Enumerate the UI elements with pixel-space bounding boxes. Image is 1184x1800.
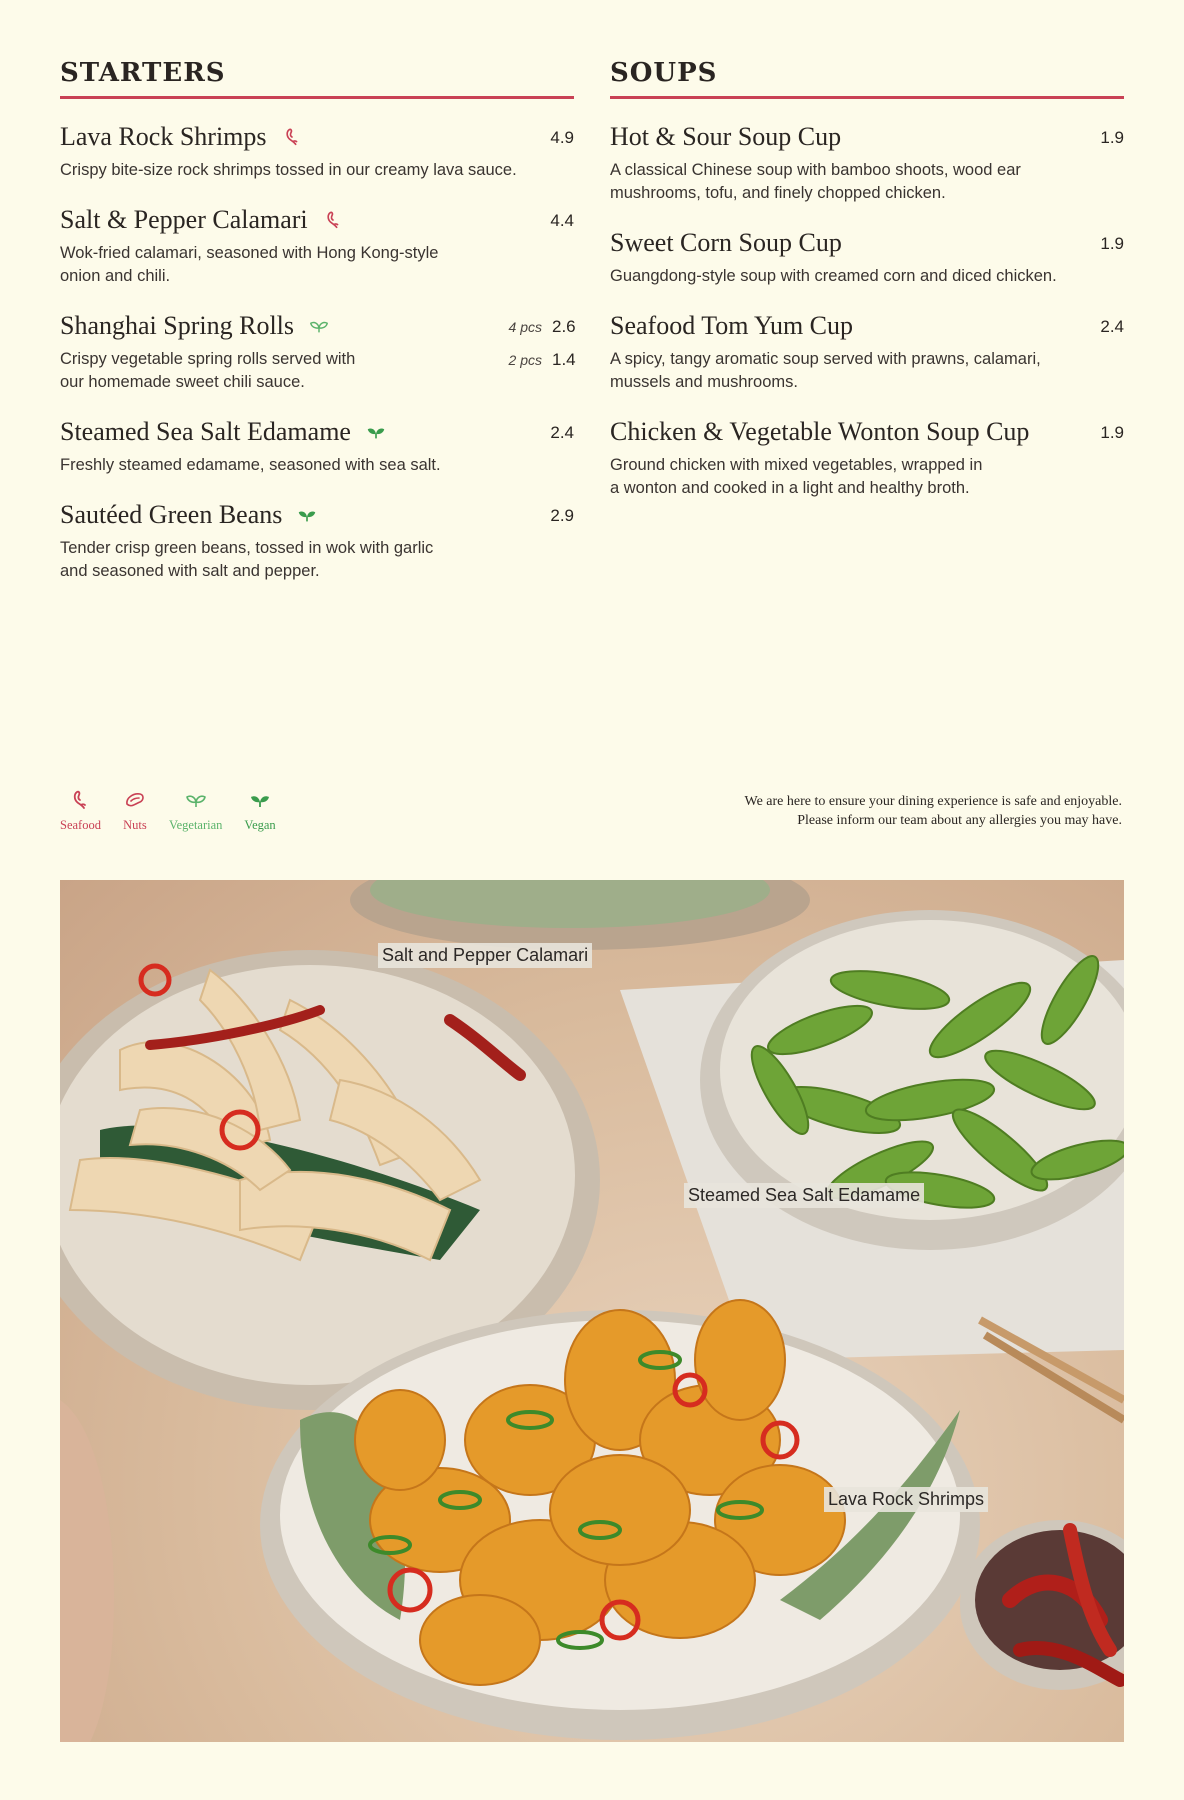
- item-price: 2.4: [1100, 317, 1124, 336]
- menu-item-sweet-corn-soup[interactable]: [610, 225, 1124, 288]
- legend-vegetarian: [169, 788, 222, 833]
- item-description: Wok-fried calamari, seasoned with Hong Kong-style onion and chili.: [60, 244, 439, 285]
- portion-size: 4 pcs: [508, 319, 542, 335]
- item-description: Crispy vegetable spring rolls served with our homemade sweet chili sauce.: [60, 350, 356, 391]
- item-price: 1.9: [1100, 423, 1124, 442]
- menu-item-shanghai-spring-rolls[interactable]: [60, 308, 574, 394]
- soups-section: [610, 58, 1124, 500]
- vegetarian-icon: [308, 315, 330, 337]
- legend-label: Vegan: [244, 818, 276, 832]
- price-option-2pcs: [509, 350, 574, 370]
- photo-label-shrimps: Lava Rock Shrimps: [824, 1487, 988, 1512]
- item-price: 1.9: [1100, 128, 1124, 147]
- seafood-icon: [68, 788, 92, 812]
- item-name: Salt & Pepper Calamari: [60, 205, 308, 234]
- food-photo: [60, 880, 1124, 1742]
- item-name: Steamed Sea Salt Edamame: [60, 417, 351, 446]
- item-description: Guangdong-style soup with creamed corn and diced chicken.: [610, 267, 1057, 285]
- legend-label: Vegetarian: [168, 818, 223, 832]
- seafood-icon: [322, 209, 344, 231]
- item-price: 2.4: [550, 423, 574, 442]
- price-option-4pcs: [509, 317, 574, 337]
- legend-seafood: [60, 788, 101, 833]
- item-name: Chicken & Vegetable Wonton Soup Cup: [610, 417, 1030, 446]
- item-name: Seafood Tom Yum Cup: [610, 311, 854, 340]
- item-price: 1.9: [1100, 234, 1124, 253]
- item-description: A classical Chinese soup with bamboo shoots, wood ear mushrooms, tofu, and finely chopped chicken.: [610, 161, 1021, 202]
- nuts-icon: [123, 788, 147, 812]
- menu-item-sauteed-green-beans[interactable]: [60, 497, 574, 583]
- menu-item-seafood-tom-yum[interactable]: [610, 308, 1124, 394]
- seafood-icon: [281, 126, 303, 148]
- item-price: 1.4: [552, 350, 576, 369]
- diet-legend: [60, 788, 298, 833]
- photo-label-edamame: Steamed Sea Salt Edamame: [684, 1183, 924, 1208]
- legend-label: Nuts: [123, 818, 147, 832]
- item-description: Crispy bite-size rock shrimps tossed in our creamy lava sauce.: [60, 161, 517, 179]
- vegan-icon: [248, 788, 272, 812]
- item-name: Sweet Corn Soup Cup: [610, 228, 842, 257]
- item-price: 2.6: [552, 317, 576, 336]
- vegan-icon: [296, 504, 318, 526]
- item-description: Ground chicken with mixed vegetables, wrapped in a wonton and cooked in a light and healthy broth.: [610, 456, 983, 497]
- allergy-note: We are here to ensure your dining experience is safe and enjoyable. Please inform our team about any allergies you may have.: [744, 794, 1122, 828]
- legend-label: Seafood: [60, 818, 101, 832]
- legend-nuts: [123, 788, 147, 833]
- menu-item-lava-rock-shrimps[interactable]: [60, 119, 574, 182]
- vegetarian-icon: [184, 788, 208, 812]
- item-name: Sautéed Green Beans: [60, 500, 283, 529]
- starters-heading: STARTERS: [60, 58, 574, 99]
- portion-size: 2 pcs: [508, 352, 542, 368]
- item-description: Tender crisp green beans, tossed in wok with garlic and seasoned with salt and pepper.: [60, 539, 434, 580]
- item-name: Shanghai Spring Rolls: [60, 311, 295, 340]
- item-price: 4.4: [550, 211, 574, 230]
- menu-item-wonton-soup[interactable]: [610, 414, 1124, 500]
- menu-item-hot-sour-soup[interactable]: [610, 119, 1124, 205]
- legend-vegan: [244, 788, 275, 833]
- item-description: Freshly steamed edamame, seasoned with sea salt.: [60, 456, 441, 474]
- food-illustration: [60, 880, 1124, 1742]
- soups-heading: SOUPS: [610, 58, 1124, 99]
- item-name: Lava Rock Shrimps: [60, 122, 267, 151]
- item-name: Hot & Sour Soup Cup: [610, 122, 842, 151]
- vegan-icon: [365, 421, 387, 443]
- item-price: 4.9: [550, 128, 574, 147]
- item-description: A spicy, tangy aromatic soup served with prawns, calamari, mussels and mushrooms.: [610, 350, 1041, 391]
- menu-item-salt-pepper-calamari[interactable]: [60, 202, 574, 288]
- photo-label-calamari: Salt and Pepper Calamari: [378, 943, 592, 968]
- menu-item-steamed-edamame[interactable]: [60, 414, 574, 477]
- item-price: 2.9: [550, 506, 574, 525]
- starters-section: [60, 58, 574, 583]
